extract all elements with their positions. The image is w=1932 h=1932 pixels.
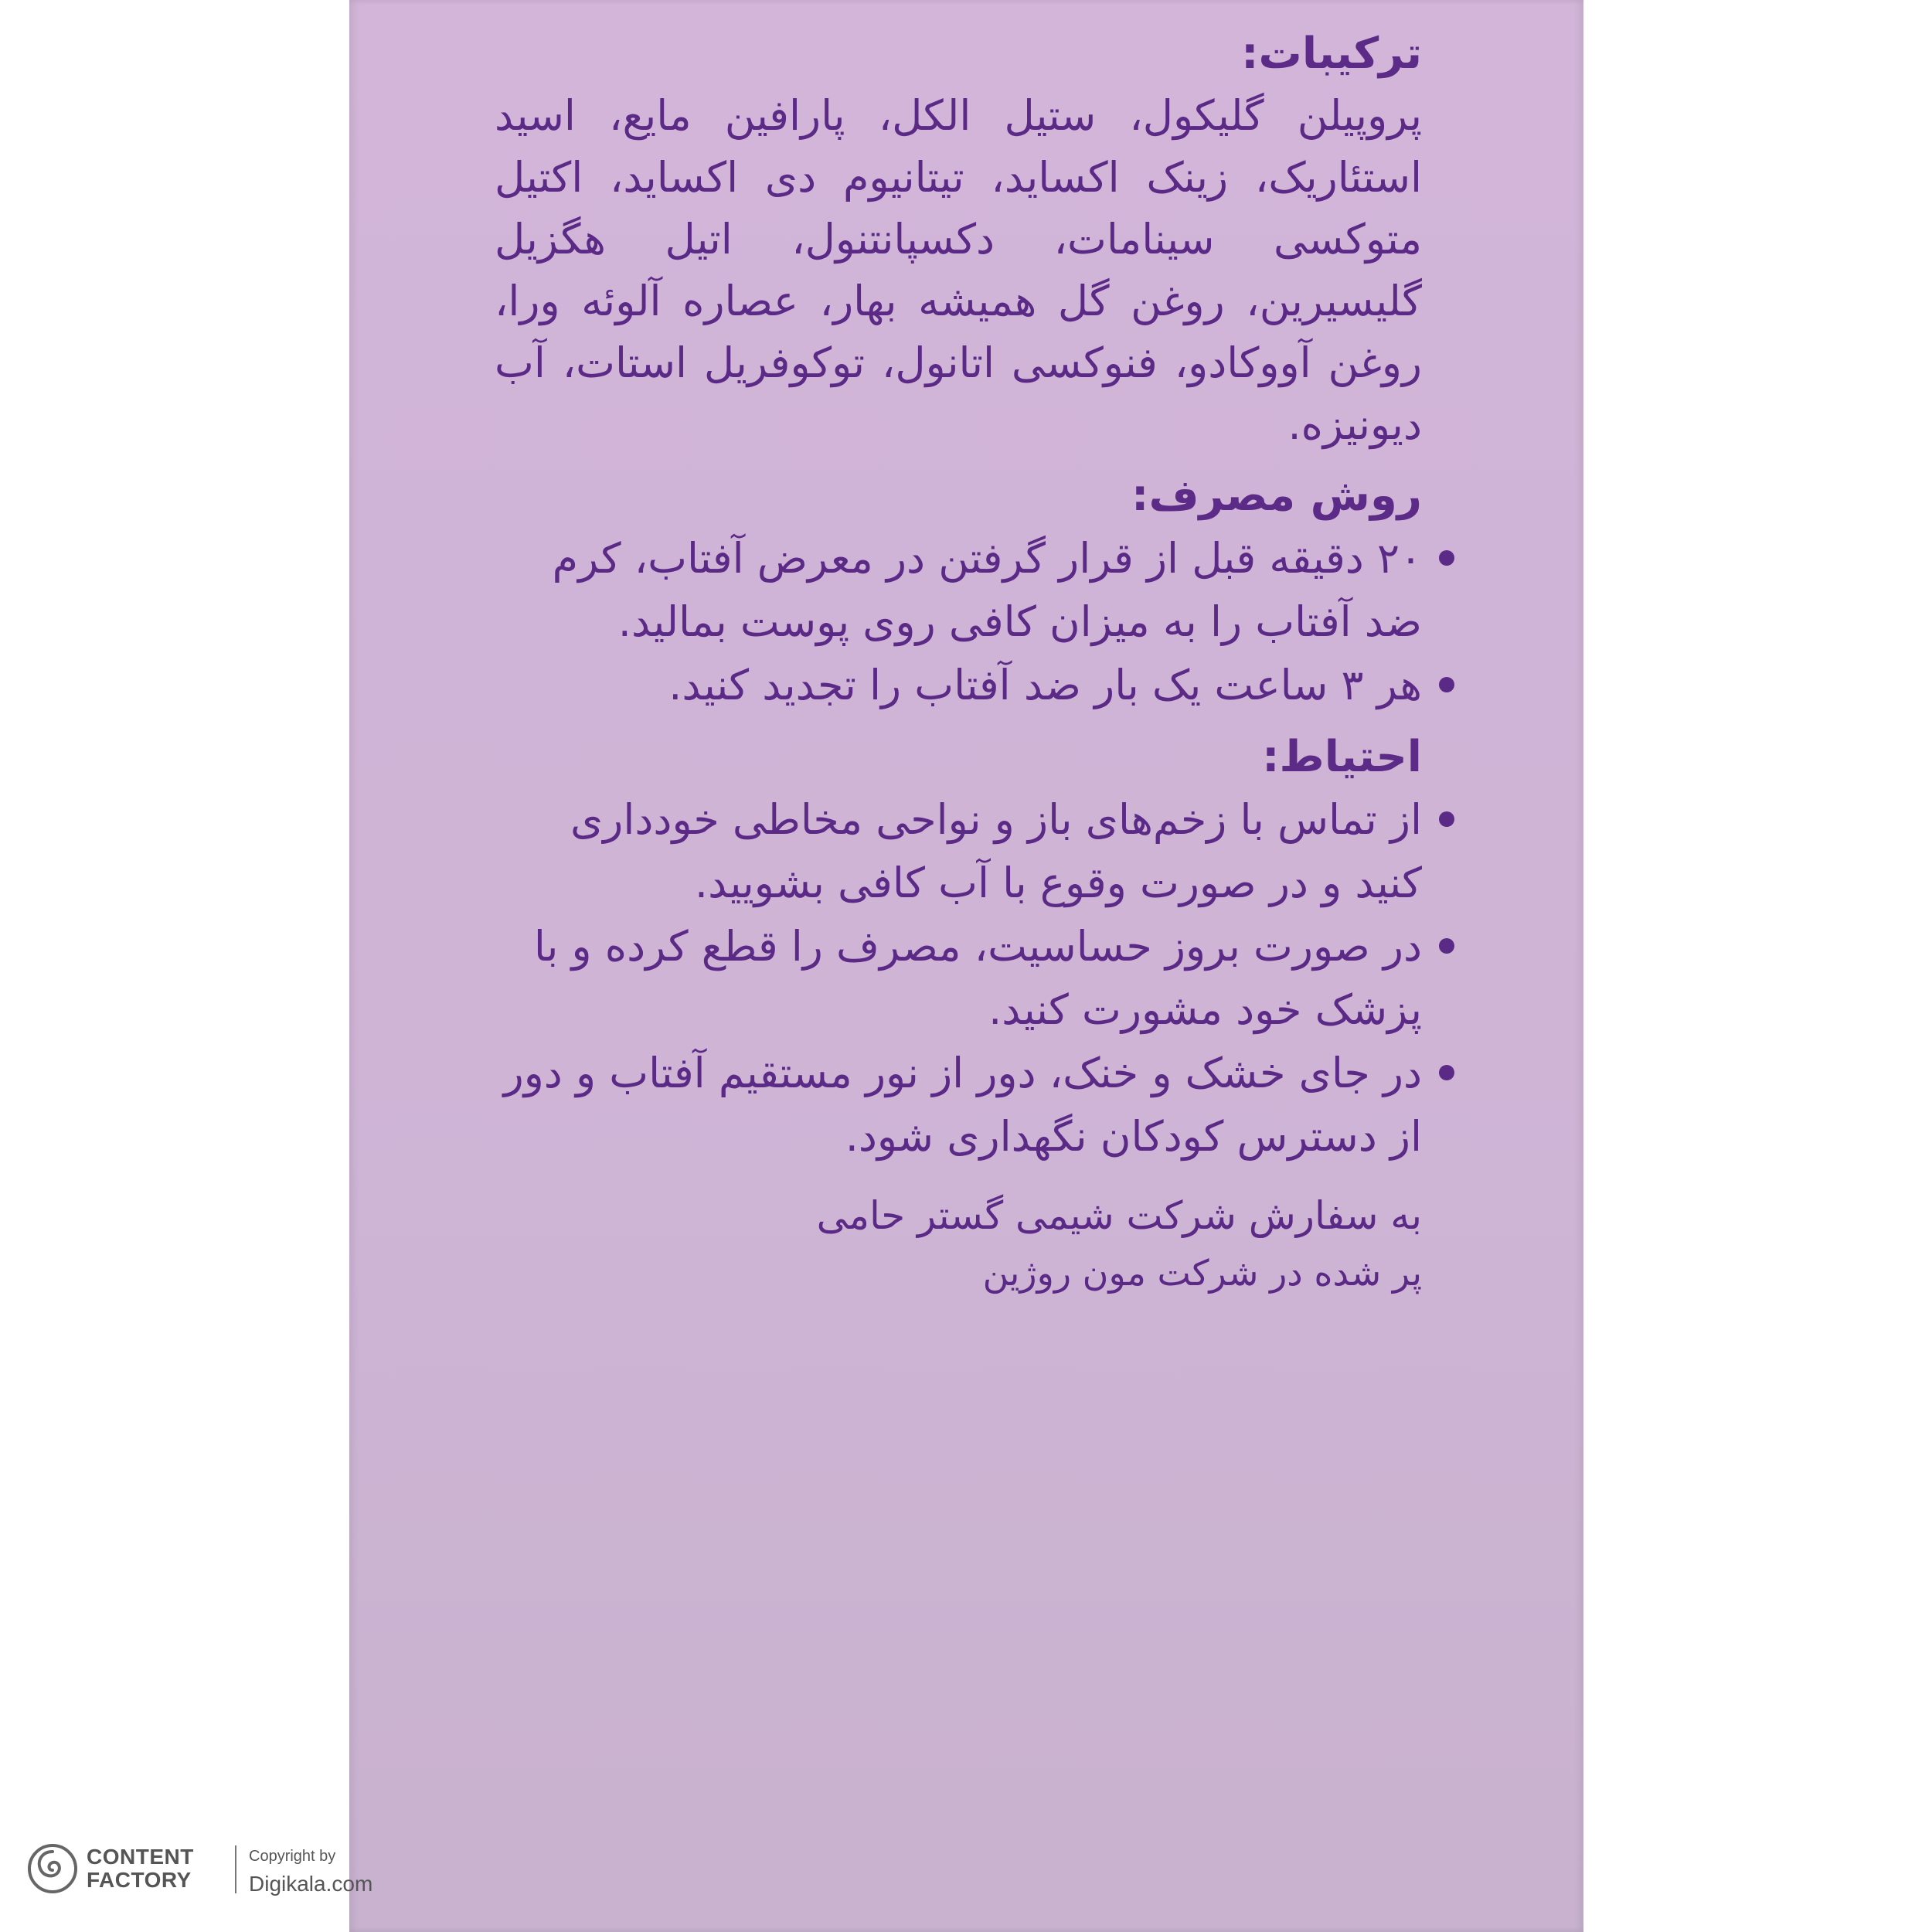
usage-item-text: هر ۳ ساعت یک بار ضد آفتاب را تجدید کنید. (668, 661, 1422, 709)
content-factory-logo-icon (25, 1841, 80, 1896)
manufacturer-line: به سفارش شرکت شیمی گستر حامی (816, 1193, 1422, 1238)
caution-item (495, 788, 1422, 915)
ingredients-heading: ترکیبات: (1241, 29, 1422, 79)
caution-list (495, 788, 1422, 1168)
caution-item-text: در صورت بروز حساسیت، مصرف را قطع کرده و با پزشک خود مشورت کنید. (533, 922, 1422, 1034)
ingredients-text: پروپیلن گلیکول، ستیل الکل، پارافین مایع، اسید استئاریک، زینک اکساید، تیتانیوم دی اکساید، اکتیل متوکسی سینامات، دکسپانتنول، اتیل هگزیل گلیسیرین، روغن گل همیشه بهار، عصاره آلوئه ورا، روغن آووکادو، فنوکسی اتانول، توکوفریل استات، آب دیونیزه. (495, 91, 1422, 449)
bullet-icon (1439, 1065, 1454, 1080)
caution-item (495, 915, 1422, 1042)
bullet-icon (1439, 677, 1454, 692)
label-text (495, 23, 1422, 1300)
usage-item (495, 527, 1422, 654)
watermark-brand (87, 1845, 194, 1892)
usage-heading: روش مصرف: (1131, 471, 1422, 521)
usage-item (495, 654, 1422, 717)
watermark-site: Digikala.com (249, 1872, 373, 1896)
usage-list (495, 527, 1422, 717)
bullet-icon (1439, 938, 1454, 954)
caution-heading: احتیاط: (1262, 732, 1422, 782)
watermark-brand-line2: FACTORY (87, 1868, 192, 1892)
caution-item (495, 1042, 1422, 1168)
watermark-divider (235, 1845, 236, 1893)
caution-item-text: از تماس با زخم‌های باز و نواحی مخاطی خودداری کنید و در صورت وقوع با آب کافی بشویید. (570, 795, 1422, 907)
usage-item-text: ۲۰ دقیقه قبل از قرار گرفتن در معرض آفتاب، کرم ضد آفتاب را به میزان کافی روی پوست بمالید. (552, 534, 1422, 646)
bullet-icon (1439, 811, 1454, 827)
watermark (25, 1841, 396, 1910)
filler-line: پر شده در شرکت مون روژین (982, 1252, 1422, 1294)
caution-item-text: در جای خشک و خنک، دور از نور مستقیم آفتاب و دور از دسترس کودکان نگهداری شود. (503, 1049, 1422, 1161)
watermark-brand-line1: CONTENT (87, 1845, 194, 1869)
watermark-copyright: Copyright by (249, 1848, 336, 1865)
bullet-icon (1439, 550, 1454, 566)
